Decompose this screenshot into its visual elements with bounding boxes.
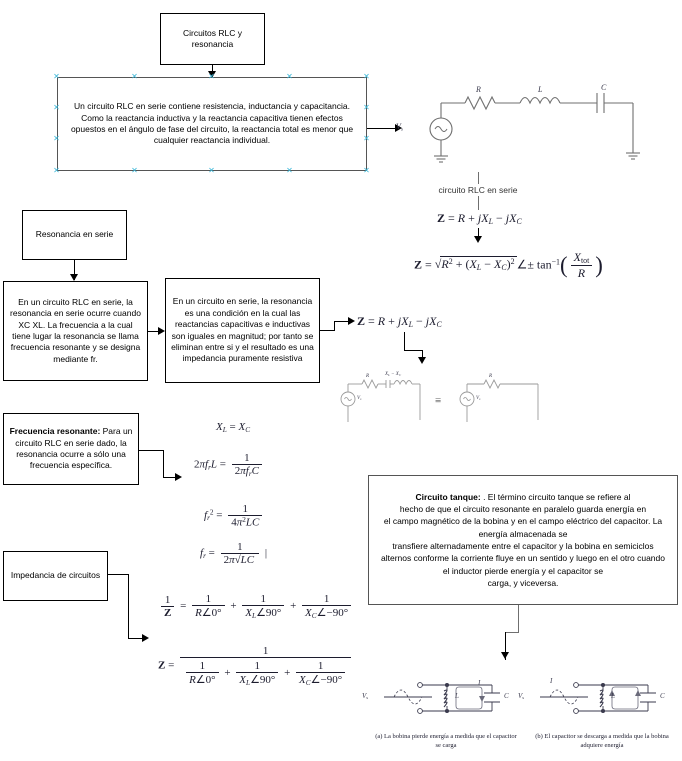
selection-handle-tm1[interactable]: ✕	[131, 72, 138, 81]
resonance-condition-box[interactable]	[165, 278, 320, 383]
circuit-label-vs: $V_s$	[396, 122, 403, 133]
tank-a-label-i: I	[478, 679, 481, 687]
tank-circuit-box[interactable]	[368, 475, 678, 605]
tank-a-label-l: L	[455, 692, 459, 700]
arrow-z-to-equiv	[418, 357, 426, 364]
tank-line4: transfiere alternadamente entre el capacitor y la bobina en semiciclos alternos conforme la corriente fluye en un sentido y luego en el otro cuando el inductor pierde energía y el capacitor se	[381, 541, 665, 576]
selection-handle-tr[interactable]: ✕	[363, 72, 370, 81]
tank-line5: carga, y viceversa.	[487, 577, 559, 588]
connector-imp-b	[128, 574, 129, 638]
impedance-formula-2: Z = 1 $\frac{1}{R\angle 0^\circ}$ + $\frac{1}{X_L\angle 90^\circ}$ + $\frac{1}{X_C\angle-90^\circ}$	[158, 645, 354, 687]
resonant-frequency-label-bold: Frecuencia resonante:	[9, 426, 101, 437]
connector-z-to-equiv-b	[404, 350, 422, 351]
resonant-frequency-label	[8, 426, 134, 472]
connector-imp-a	[108, 574, 129, 575]
arrow-rf-to-formulas	[175, 473, 182, 481]
connector-cond-to-z-a	[320, 330, 334, 331]
selection-handle-ml[interactable]: ✕	[53, 103, 60, 112]
connector-tank-to-figs-a	[518, 605, 519, 632]
tank-b-label-vs: $V_s$	[518, 692, 525, 701]
tank-circuit-label	[373, 491, 673, 590]
selection-handle-bm1[interactable]: ✕	[131, 166, 138, 175]
formula-fr: $f_r$ = $\frac{1}{2\pi√LC}$ |	[200, 541, 268, 566]
tank-figure-b-caption: (b) El capacitor se descarga a medida que la bobina adquiere energía	[535, 733, 669, 749]
tank-figure-b	[528, 666, 678, 728]
formula-fr-squared: $f_r^2$ = $\frac{1}{4\pi^2LC}$	[204, 503, 265, 529]
equiv-label-x-left: $X_L - X_C$	[385, 372, 402, 377]
arrow-imp-to-formula	[142, 634, 149, 642]
arrow-tank-to-figs	[501, 652, 509, 659]
tank-line3: el campo magnético de la bobina y en el campo eléctrico del capacitor. La energía almacenada se	[383, 516, 663, 539]
equivalent-circuit-diagram	[334, 372, 564, 424]
selection-handle-tm3[interactable]: ✕	[286, 72, 293, 81]
selection-handle-mr2[interactable]: ✕	[363, 134, 370, 143]
selection-handle-tm2[interactable]: ✕	[208, 72, 215, 81]
resonant-frequency-label-rest: Para un circuito RLC en serie dado, la resonancia ocurre a sólo una frecuencia específica.	[15, 426, 133, 471]
intro-box[interactable]	[57, 77, 367, 171]
series-resonance-box[interactable]	[22, 210, 127, 260]
connector-caption-to-eq1	[478, 172, 479, 184]
parallel-impedance-equation: $Z = R + jX_L - jX_C$	[357, 314, 442, 329]
series-rlc-circuit	[405, 68, 655, 178]
series-circuit-caption: circuito RLC en serie	[438, 185, 518, 195]
connector-tank-to-figs-b	[505, 632, 519, 633]
impedance-box[interactable]	[3, 551, 108, 601]
selection-handle-tl[interactable]: ✕	[53, 72, 60, 81]
tank-figure-a	[372, 666, 525, 728]
title-box-label: Circuitos RLC y resonancia	[182, 27, 243, 49]
tank-line2: hecho de que el circuito resonante en paralelo guarda energía en	[399, 504, 647, 515]
tank-b-label-i: I	[550, 677, 553, 685]
selection-handle-bm2[interactable]: ✕	[208, 166, 215, 175]
impedance-formula-1: $\frac{1}{Z}$ = $\frac{1}{R\angle 0^\circ}$ + $\frac{1}{X_L\angle 90^\circ}$ + $\frac{1}{X_C\angle-90^\circ}$	[158, 593, 354, 620]
circuit-label-c: C	[601, 83, 607, 92]
connector-rf-a	[139, 450, 164, 451]
tank-line1: . El término circuito tanque se refiere al	[480, 491, 631, 502]
connector-intro-to-circuit	[367, 128, 397, 129]
intro-box-label: Un circuito RLC en serie contiene resistencia, inductancia y capacitancia. Como la reactancia inductiva y la reactancia capacitiva tienen efectos opuestos en el ángulo de fase del circuito, la reactancia total es menor que cualquier reactancia individual.	[70, 101, 354, 146]
tank-b-label-l: L	[611, 692, 615, 700]
resonance-definition-box[interactable]	[3, 281, 148, 381]
equiv-label-r-right: R	[489, 374, 493, 379]
formula-xl-equals-xc: $X_L = X_C$	[216, 421, 251, 434]
selection-handle-mr[interactable]: ✕	[363, 103, 370, 112]
connector-caption-to-eq1b	[478, 196, 479, 210]
tank-a-label-c: C	[504, 692, 509, 700]
svg-text:≡: ≡	[435, 395, 442, 407]
impedance-box-label: Impedancia de circuitos	[10, 570, 101, 581]
formula-2pifl: $2\pi f_rL$ = $\frac{1}{2\pi f_rC}$	[194, 452, 265, 478]
series-resonance-box-label: Resonancia en serie	[35, 229, 114, 240]
title-box[interactable]	[160, 13, 265, 65]
connector-rf-b	[163, 450, 164, 477]
tank-label-bold: Circuito tanque:	[415, 491, 481, 502]
equiv-label-vs-right: $V_s$	[476, 396, 481, 401]
series-impedance-equation-2: $Z = √R^2 + (X_L - X_C)^2$ ∠± $\tan^{-1}$( $\frac{X_{tot}}{R}$ )	[414, 250, 603, 280]
arrow-cond-to-z	[348, 317, 355, 325]
equiv-label-r-left: R	[366, 374, 370, 379]
resonant-frequency-box[interactable]	[3, 413, 139, 485]
series-impedance-equation-1: $Z = R + jX_L - jX_C$	[437, 211, 522, 226]
resonance-definition-label: En un circuito RLC en serie, la resonancia en serie ocurre cuando XC XL. La frecuencia a la cual tiene lugar la resonancia se llama frecuencia resonante y se designa mediante fr.	[10, 296, 141, 364]
selection-handle-ml2[interactable]: ✕	[53, 134, 60, 143]
arrow-def-to-cond	[158, 327, 165, 335]
tank-figure-a-caption: (a) La bobina pierde energía a medida que el capacitor se carga	[375, 733, 517, 749]
arrow-resonance-to-def	[70, 274, 78, 281]
arrow-eq1-to-eq2	[474, 236, 482, 243]
selection-handle-br[interactable]: ✕	[363, 166, 370, 175]
circuit-label-l: L	[538, 85, 543, 94]
selection-handle-bm3[interactable]: ✕	[286, 166, 293, 175]
connector-cond-to-z-b	[334, 321, 335, 331]
tank-a-label-vs: $V_s$	[362, 692, 369, 701]
tank-b-label-c: C	[660, 692, 665, 700]
circuit-label-r: R	[476, 85, 481, 94]
connector-z-to-equiv-a	[404, 332, 405, 350]
equiv-label-vs-left: $V_s$	[357, 396, 362, 401]
selection-handle-bl[interactable]: ✕	[53, 166, 60, 175]
resonance-condition-label: En un circuito en serie, la resonancia es una condición en la cual las reactancias capacitivas e inductivas son iguales en magnitud; por tanto se eliminan entre si y el resultado es una impedancia puramente resistiva	[171, 296, 314, 364]
